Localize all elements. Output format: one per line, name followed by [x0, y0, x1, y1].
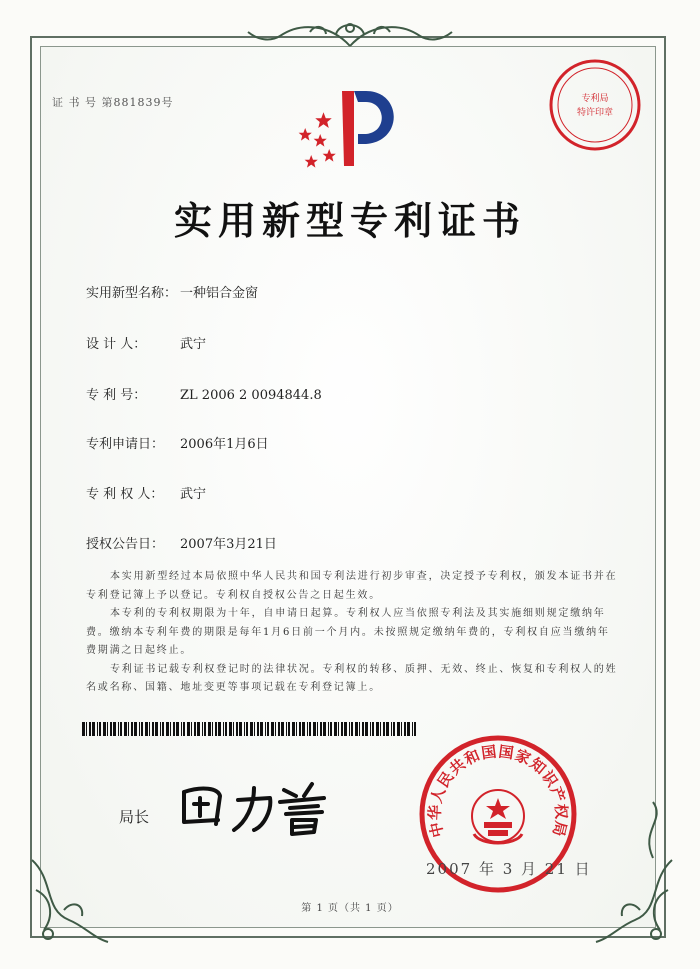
field-label: 授权公告日： [86, 537, 165, 552]
body-paragraph: 本专利的专利权期限为十年，自申请日起算。专利权人应当依照专利法及其实施细则规定缴纳年费。缴纳本专利年费的期限是每年1月6日前一个月内。未按照规定缴纳年费的，专利权自应当缴纳年费期满之日起终止。 [86, 608, 610, 656]
field-value: 一种铝合金窗 [180, 286, 259, 301]
field-label: 专 利 权 人： [86, 487, 164, 502]
body-paragraph: 专利证书记载专利权登记时的法律状况。专利权的转移、质押、无效、终止、恢复和专利权人的姓名或名称、国籍、地址变更等事项记载在专利登记簿上。 [86, 663, 618, 693]
field-grant-date [86, 533, 277, 552]
field-patentee [86, 483, 206, 502]
field-designer [86, 333, 206, 352]
field-value: 2007年3月21日 [180, 537, 277, 552]
barcode [82, 722, 417, 736]
field-label: 设 计 人： [86, 337, 147, 352]
certificate-title: 实用新型专利证书 [173, 198, 526, 243]
field-label: 专 利 号： [86, 388, 147, 403]
field-label: 专利申请日： [86, 437, 165, 452]
field-application-date [86, 433, 269, 452]
field-value: 武宁 [180, 487, 207, 502]
patent-office-logo [292, 86, 412, 176]
svg-text:专利局: 专利局 [581, 94, 609, 104]
page-number: 第 1 页（共 1 页） [301, 903, 399, 914]
body-paragraph: 本实用新型经过本局依照中华人民共和国专利法进行初步审查，决定授予专利权，颁发本证书并在专利登记簿上予以登记。专利权自授权公告之日起生效。 [86, 571, 618, 601]
field-value: ZL 2006 2 0094844.8 [180, 388, 322, 403]
field-value: 武宁 [180, 337, 207, 352]
side-ornament-right [638, 800, 668, 860]
field-label: 实用新型名称： [86, 286, 178, 301]
top-ornament [240, 14, 460, 54]
field-value: 2006年1月6日 [180, 437, 269, 452]
special-seal [545, 55, 645, 155]
certificate-number: 证 书 号 第881839号 [52, 96, 174, 109]
seal-arc-text: 中华人民共和国国家知识产权局 [425, 742, 571, 840]
certificate-body [86, 568, 621, 698]
director-label: 局长 [119, 808, 150, 826]
field-patent-number [86, 384, 322, 403]
issue-date: 2007 年 3 月 21 日 [426, 860, 592, 878]
svg-text:特许印章: 特许印章 [576, 108, 614, 118]
field-utility-model-name [86, 282, 258, 301]
director-signature [172, 770, 332, 840]
